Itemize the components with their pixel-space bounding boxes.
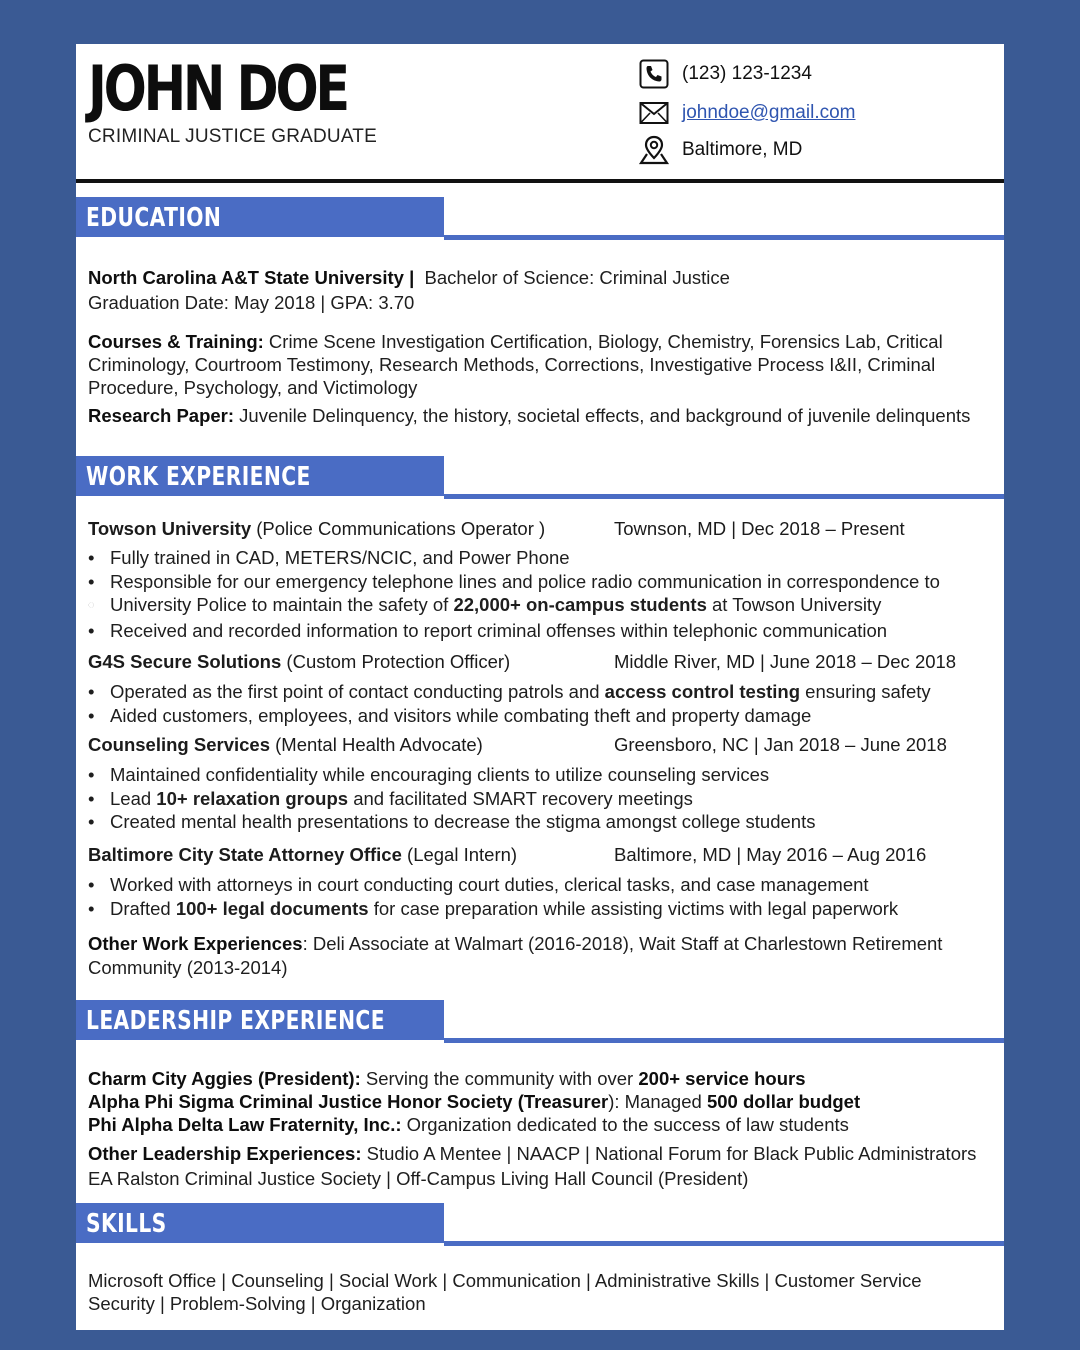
- contact-phone: [638, 58, 812, 90]
- employer: Counseling Services: [88, 734, 270, 755]
- employer: Baltimore City State Attorney Office: [88, 844, 402, 865]
- courses-label: Courses & Training:: [88, 331, 264, 352]
- employer: Towson University: [88, 518, 252, 539]
- section-title: SKILLS: [86, 1209, 167, 1239]
- role: (Custom Protection Officer): [286, 651, 511, 672]
- employer: G4S Secure Solutions: [88, 651, 282, 672]
- job-location-dates: Baltimore, MD | May 2016 – Aug 2016: [614, 844, 927, 865]
- list-item: • Responsible for our emergency telephone lines and police radio communication in correspondence to: [88, 570, 940, 594]
- skills-line-1: Microsoft Office | Counseling | Social Work | Communication | Administrative Skills | Customer Service: [88, 1270, 922, 1291]
- list-item: • Worked with attorneys in court conducting court duties, clerical tasks, and case management: [88, 873, 898, 897]
- role: (Mental Health Advocate): [275, 734, 483, 755]
- degree: Bachelor of Science: Criminal Justice: [424, 267, 730, 288]
- job-location-dates: Townson, MD | Dec 2018 – Present: [614, 518, 905, 539]
- section-skills-header: [76, 1203, 1004, 1249]
- job-location-dates: Middle River, MD | June 2018 – Dec 2018: [614, 651, 957, 672]
- job-header: [88, 518, 905, 540]
- phone-icon: [638, 58, 670, 90]
- job-header: [88, 844, 927, 866]
- phone-number: (123) 123-1234: [682, 63, 812, 84]
- other-work-line-1: Other Work Experiences: Deli Associate at Walmart (2016-2018), Wait Staff at Charlestown Retirement: [88, 933, 943, 954]
- role: (Legal Intern): [407, 844, 518, 865]
- job-bullets: [88, 680, 931, 727]
- candidate-name: JOHN DOE: [88, 52, 347, 125]
- list-item: • • University Police to maintain the safety of 22,000+ on-campus students at Towson University: [88, 593, 940, 617]
- other-leadership-line-1: Other Leadership Experiences: Studio A Mentee | NAACP | National Forum for Black Public Administrators: [88, 1143, 977, 1164]
- leadership-item: Phi Alpha Delta Law Fraternity, Inc.: Organization dedicated to the success of law students: [88, 1114, 849, 1135]
- list-item: • Drafted 100+ legal documents for case preparation while assisting victims with legal paperwork: [88, 897, 898, 921]
- list-item: • Maintained confidentiality while encouraging clients to utilize counseling services: [88, 763, 815, 787]
- section-leadership-header: [76, 1000, 1004, 1046]
- email-link[interactable]: johndoe@gmail.com: [682, 102, 856, 123]
- other-work-label: Other Work Experiences: [88, 933, 303, 954]
- location-text: Baltimore, MD: [682, 139, 803, 160]
- job-header: [88, 734, 947, 756]
- job-bullets: [88, 546, 940, 642]
- contact-location: [638, 134, 802, 166]
- school-name: North Carolina A&T State University |: [88, 267, 415, 288]
- leadership-item: Charm City Aggies (President): Serving the community with over 200+ service hours: [88, 1068, 806, 1089]
- courses-line-1: Courses & Training: Crime Scene Investigation Certification, Biology, Chemistry, Forensics Lab, Critical: [88, 331, 943, 352]
- list-item: • Lead 10+ relaxation groups and facilitated SMART recovery meetings: [88, 787, 815, 811]
- section-title: WORK EXPERIENCE: [86, 462, 311, 492]
- other-leadership-line-2: EA Ralston Criminal Justice Society | Off-Campus Living Hall Council (President): [88, 1168, 749, 1189]
- job-bullets: [88, 873, 898, 920]
- job-header: [88, 651, 957, 673]
- courses-line-2: Criminology, Courtroom Testimony, Research Methods, Corrections, Investigative Process I&II, Criminal: [88, 354, 936, 375]
- mail-icon: [638, 97, 670, 129]
- resume-page: [76, 44, 1004, 1330]
- courses-line-3: Procedure, Psychology, and Victimology: [88, 377, 418, 398]
- list-item: • Created mental health presentations to decrease the stigma amongst college students: [88, 810, 815, 834]
- job-bullets: [88, 763, 815, 834]
- list-item: • Received and recorded information to report criminal offenses within telephonic communication: [88, 619, 940, 643]
- education-school-line: [88, 266, 730, 289]
- header-divider: [76, 179, 1004, 183]
- role: (Police Communications Operator ): [256, 518, 546, 539]
- location-icon: [638, 134, 670, 166]
- other-work-line-2: Community (2013-2014): [88, 957, 288, 978]
- research-paper: Research Paper: Juvenile Delinquency, the history, societal effects, and background of juvenile delinquents: [88, 405, 971, 426]
- list-item: • Fully trained in CAD, METERS/NCIC, and Power Phone: [88, 546, 940, 570]
- list-item: • Operated as the first point of contact conducting patrols and access control testing ensuring safety: [88, 680, 931, 704]
- job-location-dates: Greensboro, NC | Jan 2018 – June 2018: [614, 734, 947, 755]
- section-title: LEADERSHIP EXPERIENCE: [86, 1006, 385, 1036]
- section-title: EDUCATION: [86, 203, 222, 233]
- list-item: • Aided customers, employees, and visitors while combating theft and property damage: [88, 704, 931, 728]
- candidate-title: CRIMINAL JUSTICE GRADUATE: [88, 126, 377, 147]
- contact-email[interactable]: [638, 97, 856, 129]
- skills-line-2: Security | Problem-Solving | Organization: [88, 1293, 426, 1314]
- section-education-header: [76, 197, 1004, 243]
- section-work-header: [76, 456, 1004, 502]
- leadership-item: Alpha Phi Sigma Criminal Justice Honor Society (Treasurer): Managed 500 dollar budget: [88, 1091, 861, 1112]
- research-label: Research Paper:: [88, 405, 235, 426]
- graduation-info: Graduation Date: May 2018 | GPA: 3.70: [88, 292, 415, 313]
